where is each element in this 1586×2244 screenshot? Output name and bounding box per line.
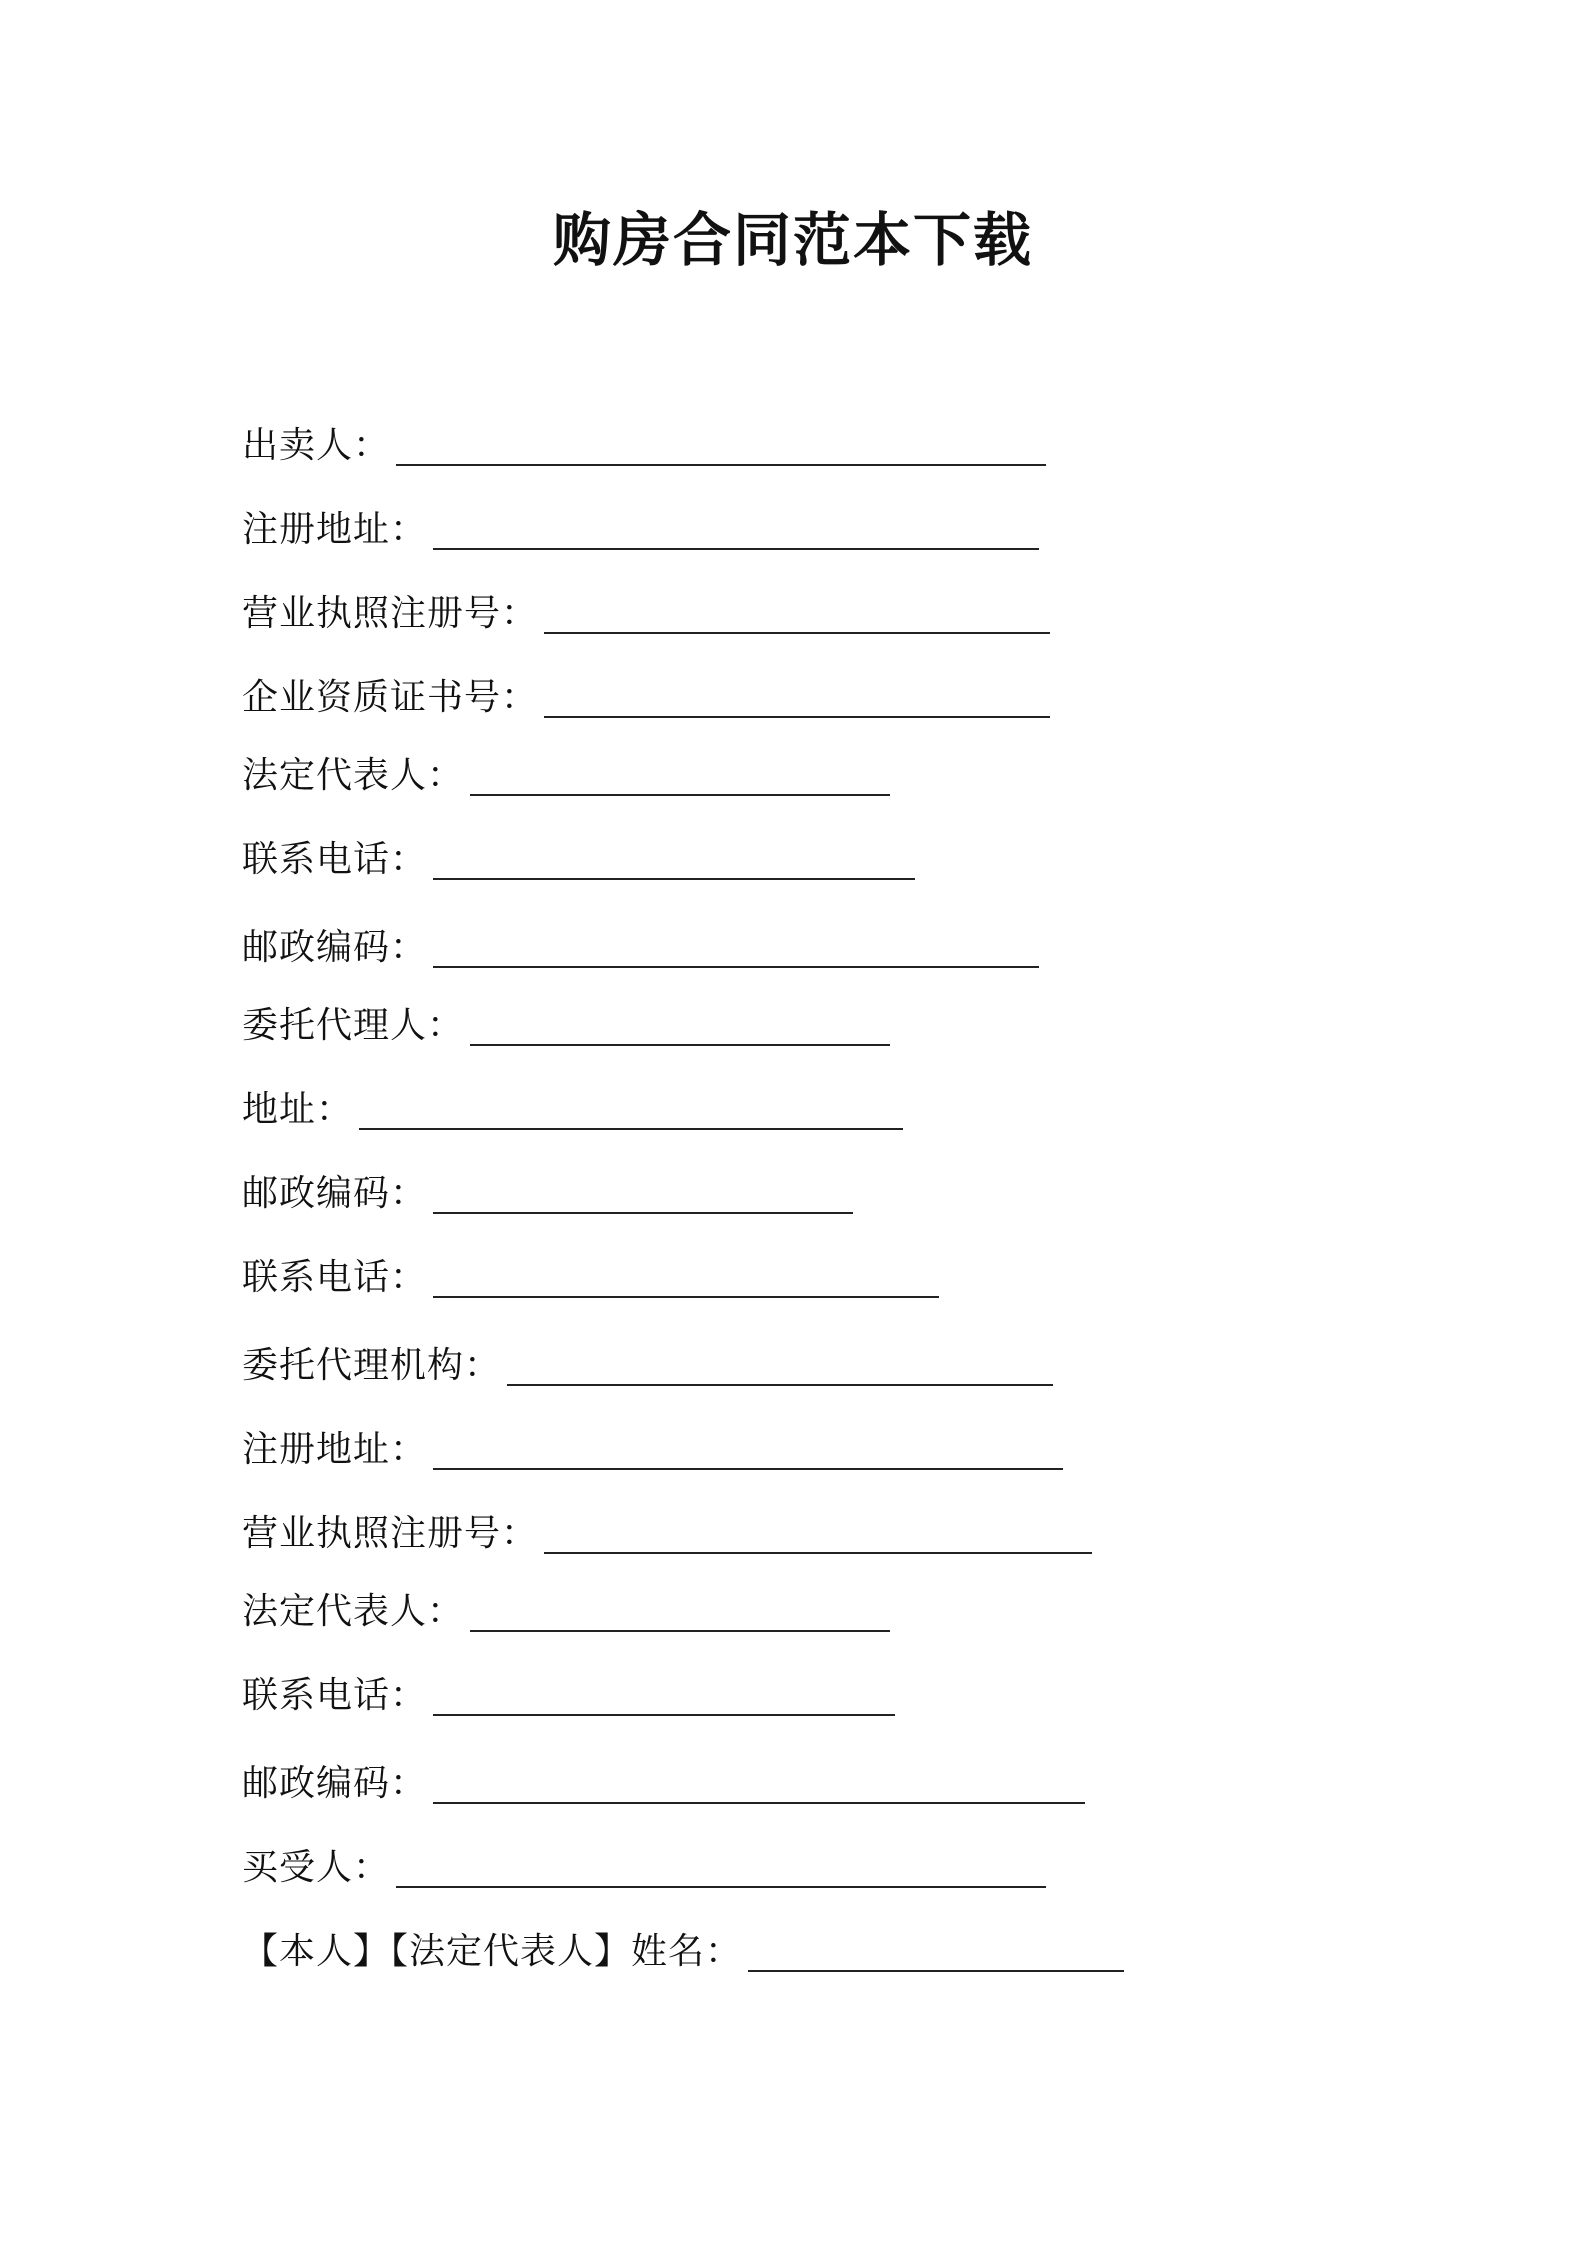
fill-blank[interactable]: [359, 1088, 903, 1130]
field-postcode: [242, 1748, 1085, 1808]
fill-blank[interactable]: [544, 592, 1050, 634]
field-postcode: [242, 912, 1039, 972]
field-label: 出卖人：: [242, 425, 391, 466]
field-legal-representative: [242, 1576, 890, 1636]
fill-blank[interactable]: [470, 1590, 890, 1632]
field-qualification-cert-no: [242, 662, 1050, 722]
field-label: 注册地址：: [242, 509, 428, 550]
fill-blank[interactable]: [544, 1512, 1092, 1554]
fill-blank[interactable]: [433, 838, 915, 880]
fill-blank[interactable]: [470, 1004, 890, 1046]
field-registered-address: [242, 1414, 1063, 1474]
fill-blank[interactable]: [544, 676, 1050, 718]
fill-blank[interactable]: [433, 1172, 853, 1214]
fill-blank[interactable]: [433, 1674, 895, 1716]
field-legal-representative: [242, 740, 890, 800]
field-registered-address: [242, 494, 1039, 554]
fill-blank[interactable]: [433, 926, 1039, 968]
document-title: 购房合同范本下载: [552, 206, 1033, 274]
field-label: 委托代理机构：: [242, 1345, 502, 1386]
field-label: 委托代理人：: [242, 1005, 465, 1046]
field-postcode: [242, 1158, 853, 1218]
field-seller: [242, 410, 1046, 470]
field-phone: [242, 1660, 895, 1720]
field-label: 邮政编码：: [242, 1173, 428, 1214]
field-agent: [242, 990, 890, 1050]
field-business-license-no: [242, 578, 1050, 638]
fill-blank[interactable]: [470, 754, 890, 796]
fill-blank[interactable]: [433, 1428, 1063, 1470]
field-label: 营业执照注册号：: [242, 593, 539, 634]
fill-blank[interactable]: [433, 1762, 1085, 1804]
field-label: 邮政编码：: [242, 927, 428, 968]
field-label: 企业资质证书号：: [242, 677, 539, 718]
field-business-license-no: [242, 1498, 1092, 1558]
fill-blank[interactable]: [748, 1930, 1124, 1972]
field-label: 地址：: [242, 1089, 354, 1130]
field-label: 联系电话：: [242, 1675, 428, 1716]
field-label: 邮政编码：: [242, 1763, 428, 1804]
fill-blank[interactable]: [396, 1846, 1046, 1888]
field-label: 联系电话：: [242, 839, 428, 880]
field-address: [242, 1074, 903, 1134]
field-buyer-name: [242, 1916, 1124, 1976]
fill-blank[interactable]: [396, 424, 1046, 466]
field-phone: [242, 824, 915, 884]
field-phone: [242, 1242, 939, 1302]
field-label: 法定代表人：: [242, 1591, 465, 1632]
field-label: 法定代表人：: [242, 755, 465, 796]
fill-blank[interactable]: [433, 508, 1039, 550]
field-label: 【本人】【法定代表人】姓名：: [242, 1931, 743, 1972]
fill-blank[interactable]: [507, 1344, 1053, 1386]
field-buyer: [242, 1832, 1046, 1892]
field-agency: [242, 1330, 1053, 1390]
field-label: 营业执照注册号：: [242, 1513, 539, 1554]
fill-blank[interactable]: [433, 1256, 939, 1298]
field-label: 联系电话：: [242, 1257, 428, 1298]
field-label: 买受人：: [242, 1847, 391, 1888]
field-label: 注册地址：: [242, 1429, 428, 1470]
